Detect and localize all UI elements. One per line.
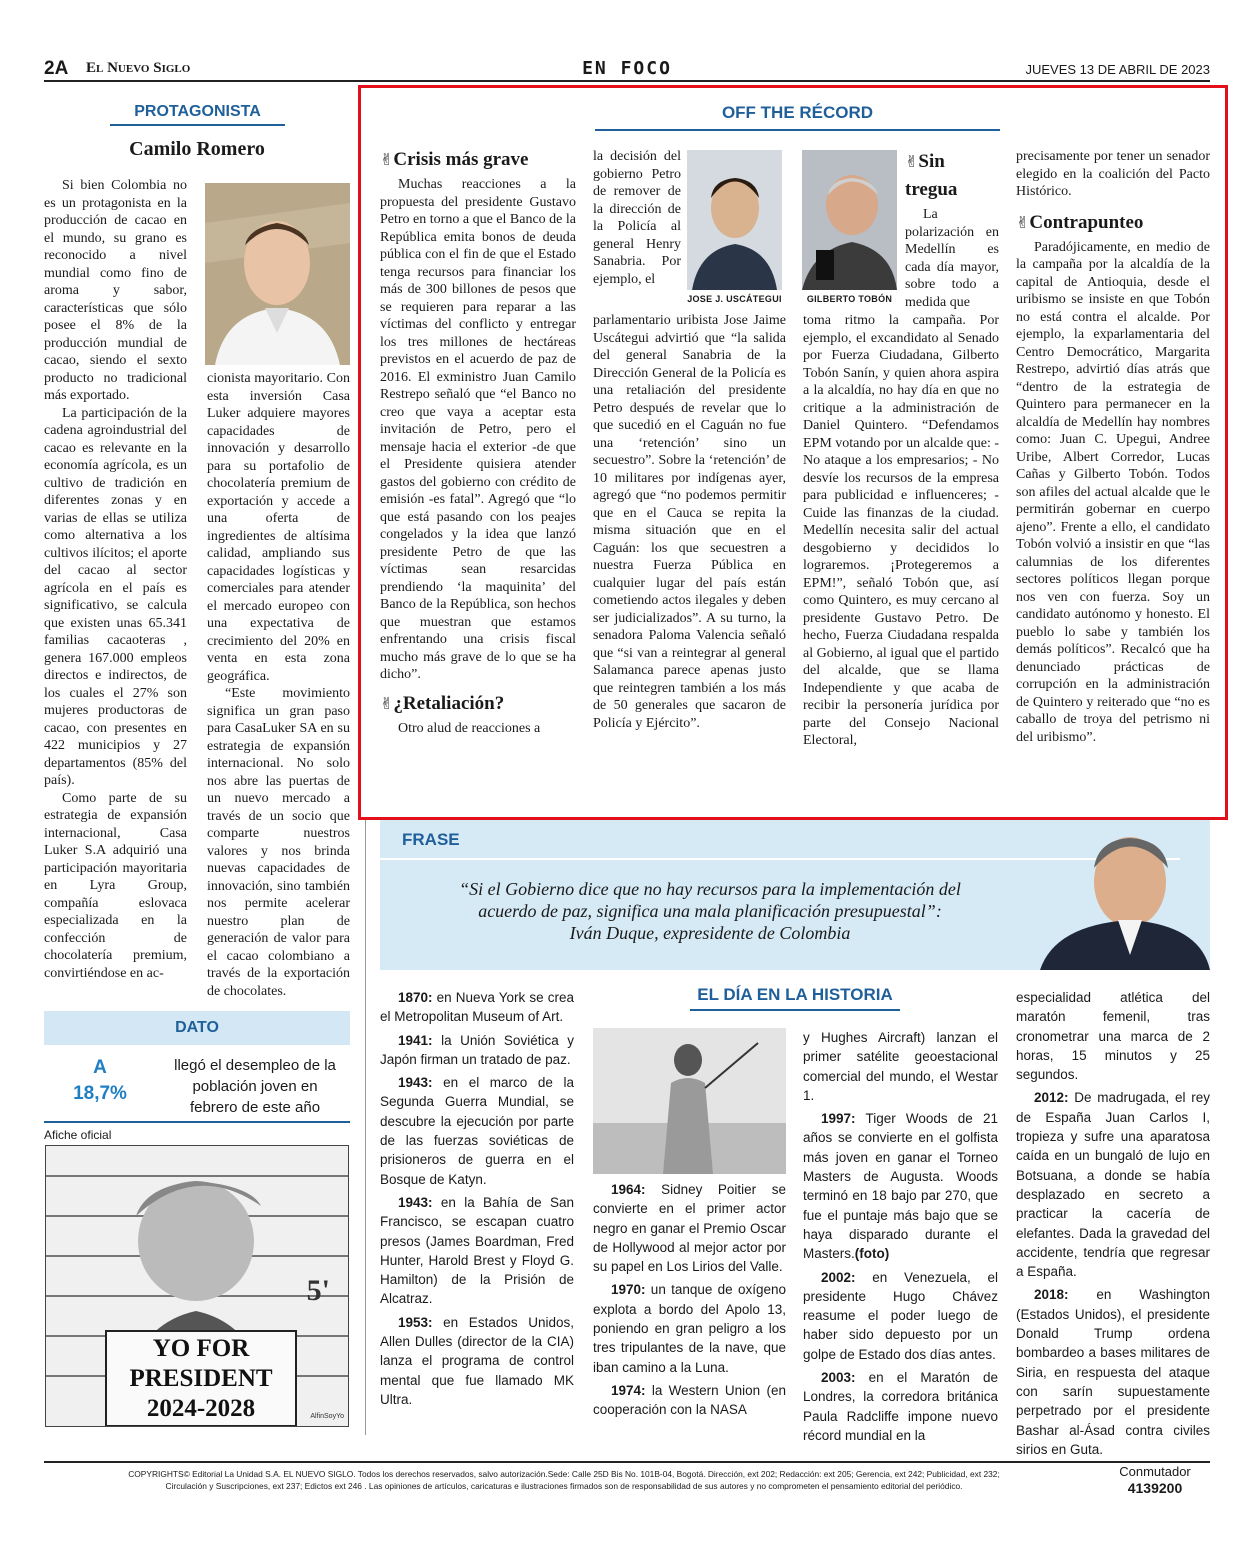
paragraph: Paradójicamente, en medio de la campaña por la alcaldía de la capital de Antioquia, desde el uribismo se insiste en que Tobón no está contra el alcalde. Por ejemplo, la exparlamentaria del Centro Democrático, Margarita Restrepo, advirtió días atrás que “dentro de la estrategia de Quintero para permanecer en la alcaldía de Medellín hay nombres como: Juan C. Upegui, Andree Uribe, Albert Corredor, Lucas Cañas y Gilberto Tobón. Todos son afiles del actual alcalde que le permitirán gobernar en cuerpo ajeno”. Frente a ello, el candidato Tobón volvió a insistir en que “las calumnias de los diferentes sectores políticos llegan porque nos ven con fuerza. Soy un candidato autónomo y honesto. El pueblo lo sabe y también los demás políticos”. Recalcó que ha denunciado prácticas de corrupción en la administración de Quintero y reiterado que “no es caballo de troya del petrismo ni del uribismo”. xyxy=(1016,239,1210,745)
history-entry xyxy=(803,1268,998,1364)
history-text: en Washington (Estados Unidos), el presidente Donald Trump ordena bombardeo a bases militares de Siria, en respuesta del ataque con sarín supuestamente perpetrado por el presidente Bashar al-Ásad contra civiles sirios en Guta. xyxy=(1016,1287,1210,1457)
quote-line: acuerdo de paz, significa una mala planificación presupuestal”: xyxy=(478,901,942,921)
contrapunteo-heading xyxy=(1016,211,1210,235)
offrecord-col4-top: precisamente por tener un senador elegido en la coalición del Pacto Histórico. xyxy=(1016,149,1210,199)
dato-text: llegó el desempleo de la población joven en febrero de este año xyxy=(174,1057,336,1116)
history-entry xyxy=(380,1313,574,1409)
sintregua-heading xyxy=(905,148,999,204)
history-text: en Venezuela, el presidente Hugo Chávez reasume el poder luego de haber sido depuesto por un golpe de Estado dos días antes. xyxy=(803,1269,998,1362)
history-year: 2002: xyxy=(821,1269,856,1285)
history-text: en el Maratón de Londres, la corredora británica Paula Radcliffe impone nuevo récord mundial en la xyxy=(803,1370,998,1443)
history-entry xyxy=(593,1280,786,1376)
protagonista-label: PROTAGONISTA xyxy=(110,103,285,126)
dato-header xyxy=(44,1011,350,1045)
protagonista-col1 xyxy=(44,177,187,982)
paragraph: Otro alud de reacciones a xyxy=(398,720,541,736)
quote-line: “Si el Gobierno dice que no hay recursos para la implementación del xyxy=(459,879,961,899)
protagonista-col2 xyxy=(207,370,350,1000)
dato-letter: A xyxy=(93,1057,107,1078)
afiche-label: Afiche oficial xyxy=(44,1128,112,1142)
footer-copyright xyxy=(44,1468,1084,1492)
historia-col4 xyxy=(1016,988,1210,1459)
dato-divider xyxy=(44,1121,350,1123)
history-entry xyxy=(380,988,574,1027)
sign-line: YO FOR xyxy=(152,1335,250,1362)
quote-line: Iván Duque, expresidente de Colombia xyxy=(569,923,851,943)
sintregua-body: toma ritmo la campaña. Por ejemplo, el excandidato al Senado por Fuerza Ciudadana, Gilberto Tobón Sanín, y quien ahora aspira a la alcaldía, no hay día en que no critique a la administración de Daniel Quintero. “Defendamos EPM votando por un alcalde que: - No ataque a los empresarios; - No desvíe los recursos de la empresa para publicidad e influenceres; - Cuide las finanzas de la ciudad. Medellín necesita salir del actual desgobierno y decididos lo lograremos. ¡Protegeremos a EPM!”, señaló Tobón que, así como Quintero, es muy cercano al presidente Gustavo Petro. De hecho, Fuerza Ciudadana respalda al Gobierno, al igual que el partido del alcalde, que se llama Independiente y que acaba de recibir la personería jurídica por parte del Consejo Nacional Electoral, xyxy=(803,313,999,748)
height-mark: 5' xyxy=(306,1274,330,1307)
peace-hand-icon: ✌ xyxy=(380,693,394,713)
history-year: 1870: xyxy=(398,990,433,1005)
history-entry xyxy=(803,1368,998,1445)
history-text: en el marco de la Segunda Guerra Mundial, se descubre la ejecución por parte de las fuerzas soviéticas de prisioneros de guerra en el Bosque de Katyn. xyxy=(380,1075,574,1187)
crisis-block xyxy=(380,148,576,737)
protagonista-name: Camilo Romero xyxy=(129,138,265,160)
history-year: 2003: xyxy=(821,1370,856,1386)
history-entry xyxy=(380,1193,574,1309)
page-number: 2A xyxy=(44,58,69,79)
issue-date: JUEVES 13 DE ABRIL DE 2023 xyxy=(1025,62,1210,77)
paragraph: cionista mayoritario. Con esta inversión Casa Luker adquiere mayores capacidades de innovación y desarrollo para su portafolio de chocolatería premium de exportación y accede a una oferta de ingredientes de altísima calidad, ampliando sus capacidades logísticas y comerciales para atender el mercado europeo con una expectativa de crecimiento del 20% en venta en esta zona geográfica. xyxy=(207,371,350,684)
history-entry xyxy=(380,1073,574,1189)
peace-hand-icon: ✌ xyxy=(1016,212,1030,232)
historia-col2 xyxy=(593,1180,786,1420)
dato-value: 18,7% xyxy=(73,1083,127,1104)
history-text: la Unión Soviética y Japón firman un tratado de paz. xyxy=(380,1032,574,1067)
conmutador-number: 4139200 xyxy=(1127,1480,1183,1496)
history-year: 1970: xyxy=(611,1282,646,1298)
tiger-woods-photo xyxy=(593,1028,786,1174)
paragraph: La polarización en Medellín es cada día mayor, sobre todo a medida que xyxy=(905,207,999,310)
crisis-heading xyxy=(380,148,576,172)
history-year: 2012: xyxy=(1034,1090,1069,1106)
frase-quote xyxy=(390,878,1030,944)
tobon-caption: GILBERTO TOBÓN xyxy=(806,294,893,304)
peace-hand-icon: ✌ xyxy=(905,152,919,171)
retaliacion-heading xyxy=(380,692,576,716)
uscategui-photo xyxy=(687,150,782,290)
section-title: EN FOCO xyxy=(582,58,672,79)
history-year: 1964: xyxy=(611,1182,646,1197)
history-text: en Nueva York se crea el Metropolitan Museum of Art. xyxy=(380,990,574,1025)
history-year: 1974: xyxy=(611,1382,646,1398)
offrecord-label: OFF THE RÉCORD xyxy=(595,103,1000,131)
paragraph: Si bien Colombia no es un protagonista en la producción de cacao en el mundo, su grano es reconocido a nivel mundial como fino de aroma y sabor, características que sólo posee el 8% de la producción mundial de cacao, siendo el sexto producto no tradicional más exportado. xyxy=(44,178,187,403)
retaliacion-title: ¿Retaliación? xyxy=(393,692,505,714)
history-entry xyxy=(1016,1285,1210,1459)
history-text: Tiger Woods de 21 años se convierte en el golfista más joven en ganar el Torneo Masters de Augusta. Woods terminó en 18 bajo par 270, que fue el puntaje más bajo que se haya disparado durante el Masters. xyxy=(803,1111,998,1262)
sign-line: 2024-2028 xyxy=(146,1395,256,1422)
sintregua-block xyxy=(905,148,999,311)
camilo-romero-photo xyxy=(205,183,350,365)
history-year: 2018: xyxy=(1034,1287,1069,1303)
historia-col3 xyxy=(803,1028,998,1445)
history-entry xyxy=(593,1381,786,1420)
paragraph: La participación de la cadena agroindustrial del cacao es relevante en la economía agrícola, es un cultivo de tradición en diferentes zonas y en varias de ellas se utiliza como alternativa a los cultivos ilícitos; el aporte del cacao al sector agrícola en el país es significativo, se calcula que existen unas 65.341 familias cacaoteras , genera 167.000 empleos directos e indirectos, de los cuales el 27% son mujeres productoras de cacao, con presentes en 422 municipios y 27 departamentos (85% del país). xyxy=(44,405,187,788)
history-year: 1953: xyxy=(398,1314,433,1330)
history-text: y Hughes Aircraft) lanzan el primer satélite geoestacional comercial del mundo, el Westar 1. xyxy=(803,1030,998,1103)
history-year: 1997: xyxy=(821,1111,856,1127)
dato-value-block xyxy=(44,1055,156,1107)
offrecord-col2-body: parlamentario uribista Jose Jaime Uscátegui advirtió que “la salida del general Sanabria de la Dirección General de la Policía es una retaliación del presidente Petro después de revelar que lo que sucedió en el Caguán no fue una ‘retención’ sino un secuestro”. Sobre la ‘retención’ de 10 militares por indígenas ayer, agregó que “no podemos permitir que en el Cauca se repita la misma situación que en el Caguán: los que secuestren a nuestra Fuerza Pública en cualquier lugar del país están cometiendo actos ilegales y deben ser judicializados”. A su turno, la senadora Paloma Valencia señaló que “si van a reintegrar al general Salamanca parece apenas justo que reintegren también a los más de 50 generales que sacaron de Policía y Ejército”. xyxy=(593,313,786,731)
history-entry xyxy=(380,1031,574,1070)
paragraph: “Este movimiento significa un gran paso para CasaLuker SA en su estrategia de expansión internacional. No solo nos abre las puertas de un nuevo mercado a través de un socio que comparte nuestros valores y nos brinda nuevas capacidades de innovación, sino también nos permite acelerar nuestro plan de generación de valor para el cacao colombiano a través de la exportación de chocolates. xyxy=(207,686,350,999)
sintregua-title: Sin tregua xyxy=(905,151,958,200)
history-text: De madrugada, el rey de España Juan Carlos I, tropieza y sufre una aparatosa caída en un bungaló de lujo en Botsuana, a donde se había desplazado en secreto a practicar la cacería de elefantes. Dada la gravedad del accidente, tendría que regresar a España. xyxy=(1016,1090,1210,1280)
conmutador-block xyxy=(1100,1464,1210,1496)
footer-line: Circulación y Suscripciones, ext 237; Edictos ext 246 . Las opiniones de artículos, caricaturas e ilustraciones firmados son de responsabilidad de sus autores y no comprometen el pensamiento editorial del periódico. xyxy=(165,1481,963,1491)
history-entry xyxy=(593,1180,786,1276)
history-text: Sidney Poitier se convierte en el primer actor negro en ganar el Premio Oscar de Hollywood al mejor actor por su papel en Los Lirios del Valle. xyxy=(593,1182,786,1275)
tobon-photo xyxy=(802,150,897,290)
paragraph: Muchas reacciones a la propuesta del presidente Gustavo Petro en torno a que el Banco de la República emita bonos de deuda pública con el fin de que el Estado tenga recursos para financiar los más de 300 billones de pesos que se requieren para reparar a las víctimas del conflicto y entregar los tres millones de hectáreas previstos en el acuerdo de paz de 2016. El exministro Juan Camilo Restrepo señaló que “el Banco no creo que vaya a aceptar esta invitación de Petro, pero el mensaje hacia el exterior -de que el Presidente quisiera atender gastos del gobierno con crédito de emisión -es fatal”. Agregó que “lo que está pasando con los peajes congelados y la idea que lanzó presidente Petro de que las víctimas sean resarcidas prendiendo ‘la maquinita’ del Banco de la República, son hechos que muestran que estamos enfrentando una crisis fiscal mucho más grave de lo que se ha dicho”. xyxy=(380,177,576,682)
history-entry xyxy=(1016,1088,1210,1281)
uscategui-caption: JOSE J. USCÁTEGUI xyxy=(687,294,782,304)
frase-box xyxy=(380,820,1210,970)
sign-line: PRESIDENT xyxy=(129,1365,273,1392)
history-year: 1943: xyxy=(398,1075,433,1091)
photo-ref: (foto) xyxy=(854,1246,890,1262)
history-text: en la Bahía de San Francisco, se escapan cuatro presos (James Boardman, Fred Hunter, Harold Brest y Floyd G. Hamilton) de la Prisión de Alcatraz. xyxy=(380,1194,574,1307)
frase-label: FRASE xyxy=(402,830,460,849)
history-text: especialidad atlética del maratón femenil, tras cronometrar una marca de 2 horas, 15 minutos y 25 segundos. xyxy=(1016,990,1210,1083)
offrecord-col4 xyxy=(1016,148,1210,746)
afiche-credit: AlfinSoyYo xyxy=(310,1413,344,1420)
footer-line: COPYRIGHTS© Editorial La Unidad S.A. EL NUEVO SIGLO. Todos los derechos reservados, salvo autorización.Sede: Calle 25D Bis No. 101B-04, Bogotá. Dirección, ext 202; Redacción: ext 205; Gerencia, ext 242; Publicidad, ext 232; xyxy=(128,1469,1000,1479)
offrecord-col2-top: la decisión del gobierno Petro de remover de la dirección de la Policía al general Henry Sanabria. Por ejemplo, el xyxy=(593,149,681,287)
crisis-title: Crisis más grave xyxy=(393,149,529,170)
historia-label: EL DÍA EN LA HISTORIA xyxy=(690,985,900,1011)
afiche-poster xyxy=(45,1145,349,1427)
history-year: 1941: xyxy=(398,1032,433,1048)
afiche-sign xyxy=(108,1334,294,1424)
history-year: 1943: xyxy=(398,1194,433,1210)
dato-label: DATO xyxy=(175,1019,219,1036)
peace-hand-icon: ✌ xyxy=(380,150,394,169)
column-rule xyxy=(365,820,366,1435)
history-text: un tanque de oxígeno explota a bordo del Apolo 13, poniendo en gran peligro a los tres tripulantes de la nave, que iban camino a la Luna. xyxy=(593,1282,786,1375)
paragraph: Como parte de su estrategia de expansión internacional, Casa Luker S.A adquirió una participación mayoritaria en Lyra Group, compañía eslovaca especializada en la confección de chocolatería premium, convirtiéndose en ac- xyxy=(44,790,187,981)
history-text: en Estados Unidos, Allen Dulles (director de la CIA) lanza el programa de control mental que fue llamado MK Ultra. xyxy=(380,1314,574,1407)
contrapunteo-title: Contrapunteo xyxy=(1029,211,1144,233)
footer-rule xyxy=(44,1461,1210,1463)
conmutador-label: Conmutador xyxy=(1119,1464,1191,1479)
page-header xyxy=(44,58,1210,82)
paper-name: El Nuevo Siglo xyxy=(86,60,191,76)
ivan-duque-photo xyxy=(1020,820,1210,970)
historia-col1 xyxy=(380,988,574,1409)
history-entry xyxy=(803,1109,998,1263)
history-text: la Western Union (en cooperación con la NASA xyxy=(593,1382,786,1418)
